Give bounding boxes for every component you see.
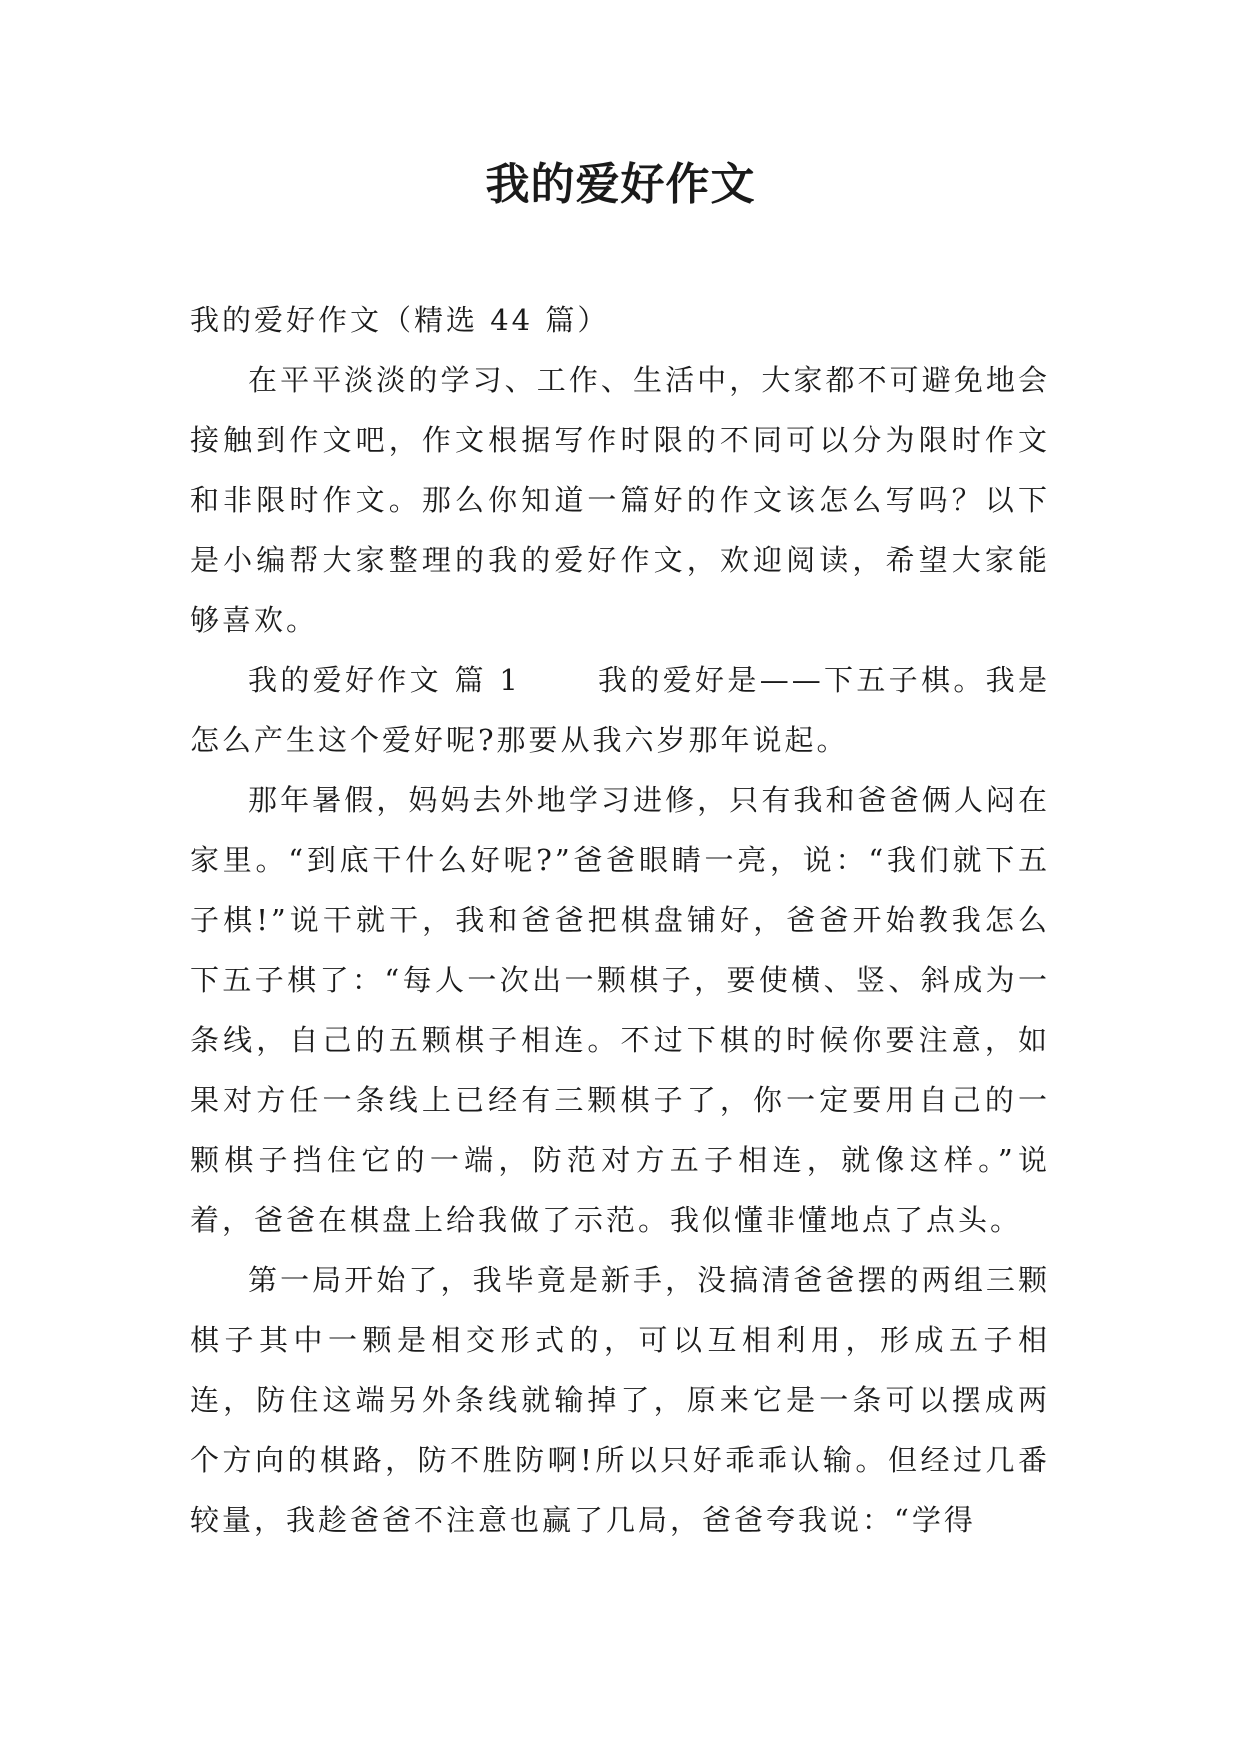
paragraph-summer-vacation: 那年暑假，妈妈去外地学习进修，只有我和爸爸俩人闷在家里。“到底干什么好呢?”爸爸眼睛一亮，说：“我们就下五子棋!”说干就干，我和爸爸把棋盘铺好，爸爸开始教我怎么下五子棋了：“每人一次出一颗棋子，要使横、竖、斜成为一条线，自己的五颗棋子相连。不过下棋的时候你要注意，如果对方任一条线上已经有三颗棋子了，你一定要用自己的一颗棋子挡住它的一端，防范对方五子相连，就像这样。”说着，爸爸在棋盘上给我做了示范。我似懂非懂地点了点头。 <box>190 783 1050 1237</box>
paragraph-essay-1-opening: 我的爱好作文 篇 1 我的爱好是——下五子棋。我是怎么产生这个爱好呢?那要从我六岁那年说起。 <box>190 663 1050 757</box>
document-subtitle: 我的爱好作文（精选 44 篇） <box>190 303 610 337</box>
paragraph-intro: 在平平淡淡的学习、工作、生活中，大家都不可避免地会接触到作文吧，作文根据写作时限的不同可以分为限时作文和非限时作文。那么你知道一篇好的作文该怎么写吗？以下是小编帮大家整理的我的爱好作文，欢迎阅读，希望大家能够喜欢。 <box>190 363 1050 637</box>
document-title: 我的爱好作文 <box>485 159 756 210</box>
paragraph-first-game: 第一局开始了，我毕竟是新手，没搞清爸爸摆的两组三颗棋子其中一颗是相交形式的，可以互相利用，形成五子相连，防住这端另外条线就输掉了，原来它是一条可以摆成两个方向的棋路，防不胜防啊!所以只好乖乖认输。但经过几番较量，我趁爸爸不注意也赢了几局，爸爸夸我说：“学得 <box>190 1263 1050 1537</box>
document-body <box>190 290 1050 1550</box>
